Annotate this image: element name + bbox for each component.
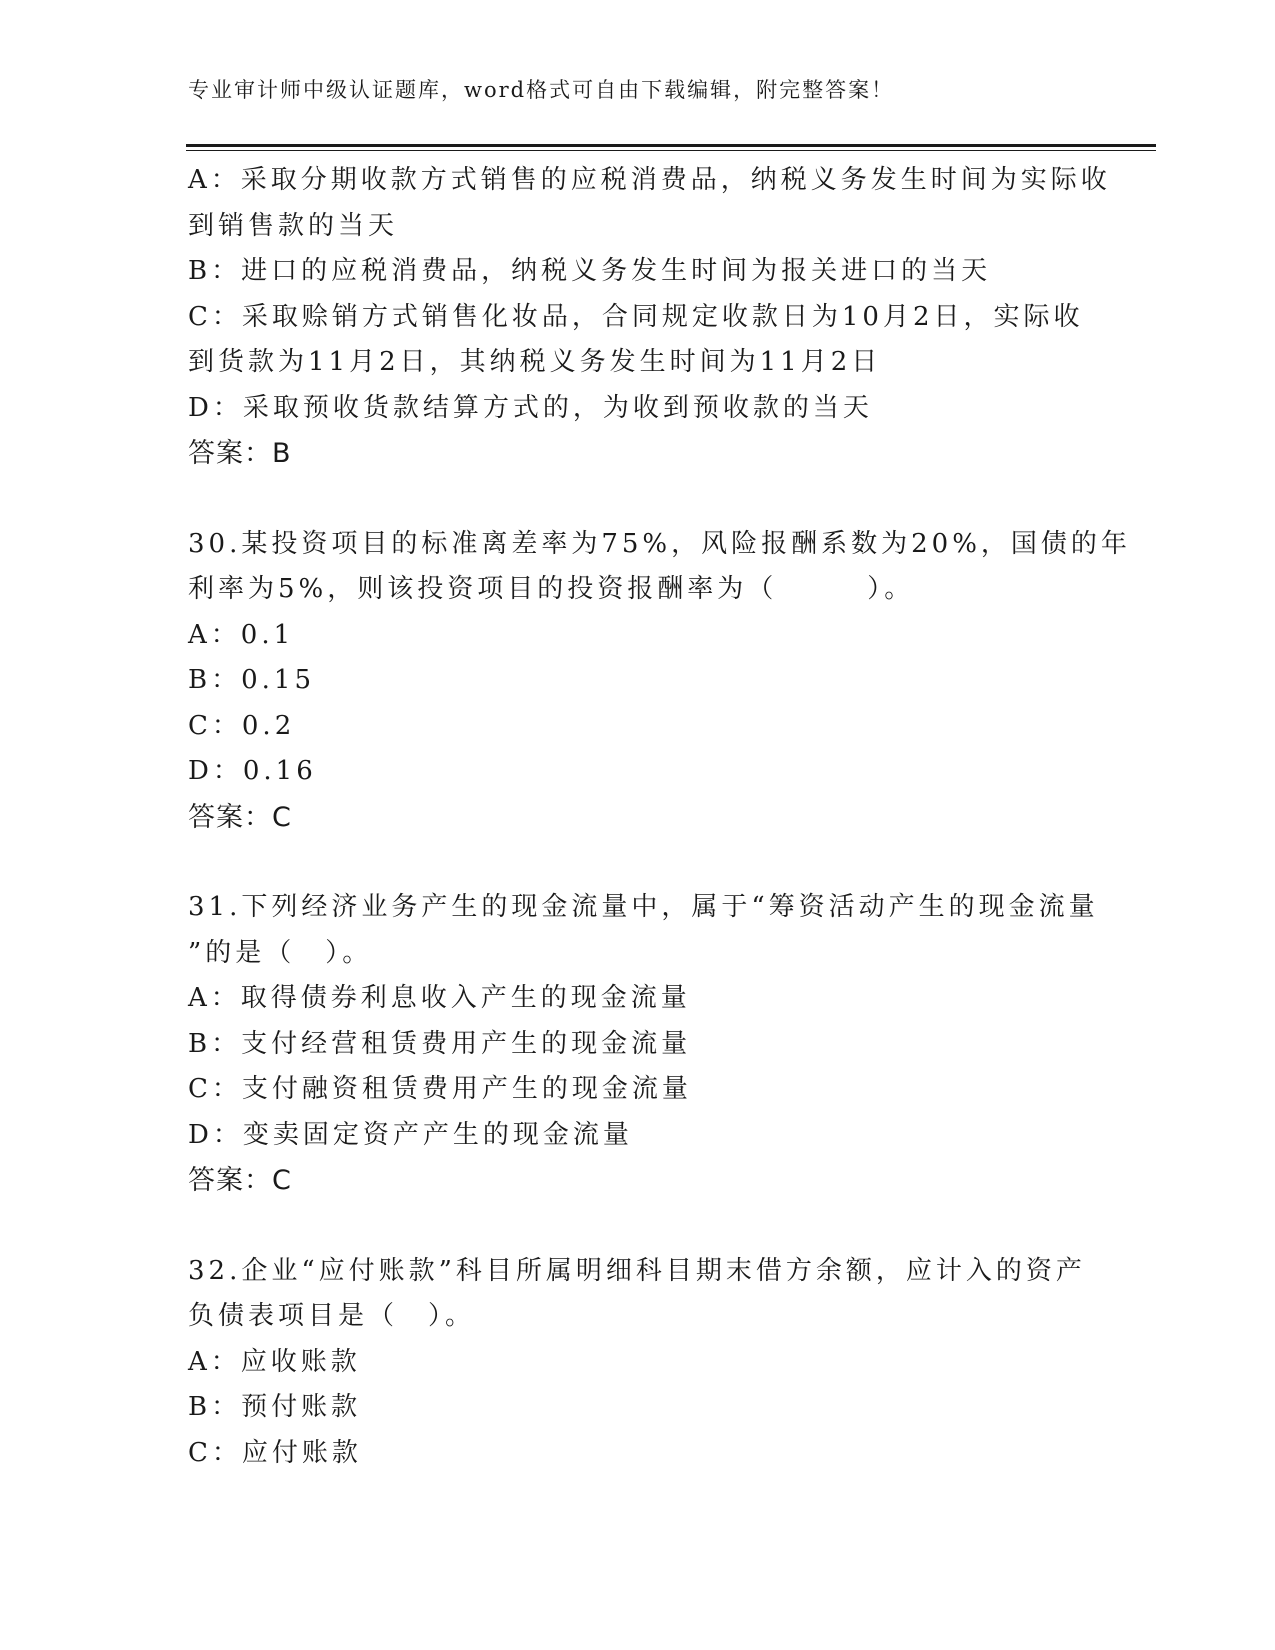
- header-rule-thick: [186, 144, 1156, 147]
- question-29-options: [188, 158, 1111, 477]
- question-text-line-1: 30.某投资项目的标准离差率为75%，风险报酬系数为20%，国债的年: [188, 528, 1131, 559]
- question-30: [188, 522, 1131, 841]
- option-d: D：采取预收货款结算方式的，为收到预收款的当天: [188, 392, 873, 423]
- option-a: A：0.1: [188, 619, 295, 650]
- question-text-line-1: 31.下列经济业务产生的现金流量中，属于“筹资活动产生的现金流量: [188, 892, 1099, 922]
- option-b: B：支付经营租赁费用产生的现金流量: [188, 1028, 692, 1059]
- spacer: [188, 840, 1088, 885]
- header-rule-thin: [186, 150, 1156, 151]
- option-c: C：支付融资租赁费用产生的现金流量: [188, 1074, 692, 1104]
- option-c-line-1: C：采取赊销方式销售化妆品，合同规定收款日为10月2日，实际收: [188, 301, 1084, 332]
- option-d: D：0.16: [188, 756, 317, 786]
- option-a-line-1: A：采取分期收款方式销售的应税消费品，纳税义务发生时间为实际收: [188, 165, 1111, 195]
- answer-29: 答案：B: [188, 438, 292, 469]
- question-31: [188, 885, 1099, 1204]
- question-32: [188, 1249, 1088, 1477]
- option-c: C：0.2: [188, 710, 296, 741]
- answer-31: 答案：C: [188, 1165, 292, 1196]
- page-header: 专业审计师中级认证题库，word格式可自由下载编辑，附完整答案！: [188, 78, 895, 102]
- option-b: B：0.15: [188, 665, 315, 695]
- spacer: [188, 477, 1088, 522]
- question-text-line-2: 利率为5%，则该投资项目的投资报酬率为（ ）。: [188, 574, 915, 604]
- option-b: B：预付账款: [188, 1392, 362, 1422]
- option-b: B：进口的应税消费品，纳税义务发生时间为报关进口的当天: [188, 256, 992, 286]
- answer-30: 答案：C: [188, 801, 292, 833]
- option-a: A：取得债券利息收入产生的现金流量: [188, 983, 691, 1013]
- option-a-line-2: 到销售款的当天: [188, 210, 399, 241]
- option-a: A：应收账款: [188, 1346, 361, 1377]
- option-c-line-2: 到货款为11月2日，其纳税义务发生时间为11月2日: [188, 347, 882, 377]
- option-c: C：应付账款: [188, 1437, 362, 1468]
- spacer: [188, 1204, 1088, 1249]
- question-text-line-2: 负债表项目是（ ）。: [188, 1301, 476, 1331]
- question-text-line-1: 32.企业“应付账款”科目所属明细科目期末借方余额，应计入的资产: [188, 1255, 1086, 1286]
- document-body: [188, 158, 1131, 1476]
- question-text-line-2: ”的是（ ）。: [188, 937, 373, 968]
- option-d: D：变卖固定资产产生的现金流量: [188, 1119, 633, 1150]
